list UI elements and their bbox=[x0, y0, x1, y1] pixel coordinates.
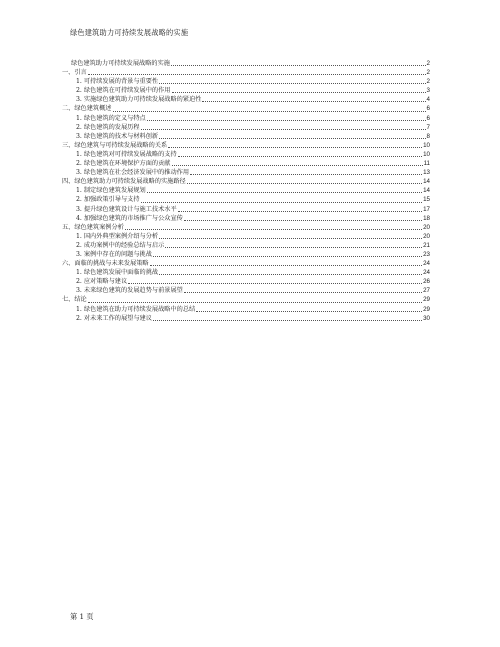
toc-dot-leader bbox=[184, 220, 422, 221]
toc-entry-text: 1. 国内外典型案例介绍与分析 bbox=[76, 232, 159, 240]
toc-entry-text: 4. 加强绿色建筑的市场推广与公众宣传 bbox=[76, 214, 183, 222]
toc-entry-text: 1. 绿色建筑对可持续发展战略的支持 bbox=[76, 150, 177, 158]
toc-entry[interactable] bbox=[62, 250, 430, 259]
toc-entry-page-number: 29 bbox=[423, 296, 430, 304]
toc-entry-text: 3. 案例中存在的问题与挑战 bbox=[76, 250, 152, 258]
page-footer-number: 第 1 页 bbox=[70, 612, 94, 621]
toc-dot-leader bbox=[113, 111, 426, 112]
toc-entry-text: 三、绿色建筑与可持续发展战略的关系 bbox=[62, 141, 168, 149]
toc-entry-text: 绿色建筑助力可持续发展战略的实施 bbox=[71, 60, 170, 67]
toc-entry-text: 2. 加强政策引导与支持 bbox=[76, 196, 140, 204]
toc-entry[interactable] bbox=[62, 141, 430, 150]
page-header-title: 绿色建筑助力可持续发展战略的实施 bbox=[70, 28, 189, 37]
toc-entry[interactable] bbox=[62, 241, 430, 250]
toc-dot-leader bbox=[187, 183, 422, 184]
toc-entry-page-number: 7 bbox=[426, 123, 430, 131]
toc-entry[interactable] bbox=[62, 150, 430, 159]
toc-entry-text: 一、引言 bbox=[62, 69, 87, 77]
toc-entry[interactable] bbox=[62, 223, 430, 232]
toc-entry[interactable] bbox=[62, 59, 430, 68]
toc-entry-text: 1. 绿色建筑在助力可持续发展战略中的总结 bbox=[76, 305, 196, 313]
toc-dot-leader bbox=[171, 65, 426, 66]
toc-entry[interactable] bbox=[62, 86, 430, 95]
toc-entry-text: 1. 绿色建筑的定义与特点 bbox=[76, 114, 146, 122]
toc-entry-text: 2. 绿色建筑的发展历程 bbox=[76, 123, 140, 131]
toc-entry-page-number: 29 bbox=[423, 305, 430, 313]
toc-entry-page-number: 20 bbox=[423, 223, 430, 231]
toc-entry-page-number: 3 bbox=[426, 87, 430, 95]
toc-dot-leader bbox=[190, 174, 422, 175]
toc-entry-text: 3. 绿色建筑的技术与材料创新 bbox=[76, 132, 159, 140]
toc-entry[interactable] bbox=[62, 186, 430, 195]
toc-entry[interactable] bbox=[62, 68, 430, 77]
toc-dot-leader bbox=[159, 83, 425, 84]
toc-entry-text: 五、绿色建筑案例分析 bbox=[62, 223, 124, 231]
toc-entry[interactable] bbox=[62, 195, 430, 204]
toc-dot-leader bbox=[141, 202, 423, 203]
toc-entry-text: 六、面临的挑战与未来发展策略 bbox=[62, 260, 149, 268]
toc-entry-page-number: 24 bbox=[423, 269, 430, 277]
toc-entry-page-number: 8 bbox=[426, 132, 430, 140]
toc-entry-page-number: 21 bbox=[423, 241, 430, 249]
toc-entry-page-number: 14 bbox=[423, 187, 430, 195]
toc-entry-page-number: 2 bbox=[426, 78, 430, 86]
toc-entry[interactable] bbox=[62, 305, 430, 314]
toc-dot-leader bbox=[153, 320, 422, 321]
toc-dot-leader bbox=[88, 302, 422, 303]
toc-entry[interactable] bbox=[62, 286, 430, 295]
table-of-contents bbox=[62, 59, 430, 323]
toc-entry-page-number: 24 bbox=[423, 260, 430, 268]
toc-dot-leader bbox=[184, 292, 422, 293]
toc-entry[interactable] bbox=[62, 259, 430, 268]
toc-entry-text: 2. 应对策略与建议 bbox=[76, 278, 128, 286]
toc-entry[interactable] bbox=[62, 232, 430, 241]
toc-entry-page-number: 23 bbox=[423, 250, 430, 258]
toc-entry-text: 3. 实施绿色建筑助力可持续发展战略的紧迫性 bbox=[76, 96, 202, 104]
toc-entry-page-number: 10 bbox=[423, 141, 430, 149]
toc-entry[interactable] bbox=[62, 268, 430, 277]
toc-dot-leader bbox=[165, 247, 422, 248]
toc-entry-page-number: 15 bbox=[423, 196, 430, 204]
toc-entry-page-number: 14 bbox=[423, 178, 430, 186]
toc-entry-page-number: 20 bbox=[423, 232, 430, 240]
toc-entry-page-number: 4 bbox=[426, 96, 430, 104]
toc-entry-page-number: 27 bbox=[423, 287, 430, 295]
toc-dot-leader bbox=[172, 92, 426, 93]
toc-entry-page-number: 30 bbox=[423, 314, 430, 322]
toc-entry[interactable] bbox=[62, 277, 430, 286]
toc-dot-leader bbox=[147, 192, 422, 193]
toc-entry-text: 2. 绿色建筑在可持续发展中的作用 bbox=[76, 87, 171, 95]
toc-entry[interactable] bbox=[62, 104, 430, 113]
toc-entry-page-number: 6 bbox=[426, 114, 430, 122]
toc-entry-page-number: 2 bbox=[426, 60, 430, 67]
toc-dot-leader bbox=[196, 311, 422, 312]
toc-entry[interactable] bbox=[62, 95, 430, 104]
toc-dot-leader bbox=[147, 120, 426, 121]
toc-entry-text: 二、绿色建筑概述 bbox=[62, 105, 112, 113]
toc-dot-leader bbox=[141, 129, 426, 130]
toc-entry-page-number: 17 bbox=[423, 205, 430, 213]
toc-entry[interactable] bbox=[62, 314, 430, 323]
toc-entry-text: 3. 绿色建筑在社会经济发展中的推动作用 bbox=[76, 169, 190, 177]
toc-dot-leader bbox=[178, 156, 422, 157]
toc-entry-text: 2. 对未来工作的展望与建议 bbox=[76, 314, 152, 322]
toc-entry-page-number: 6 bbox=[426, 105, 430, 113]
toc-dot-leader bbox=[178, 211, 422, 212]
toc-entry-page-number: 11 bbox=[423, 160, 430, 168]
toc-entry[interactable] bbox=[62, 77, 430, 86]
toc-entry-text: 2. 成功案例中的经验总结与启示 bbox=[76, 241, 165, 249]
toc-entry[interactable] bbox=[62, 123, 430, 132]
toc-entry-page-number: 13 bbox=[423, 169, 430, 177]
toc-entry-text: 四、绿色建筑助力可持续发展战略的实施路径 bbox=[62, 178, 186, 186]
toc-dot-leader bbox=[153, 256, 422, 257]
toc-entry-text: 3. 未来绿色建筑的发展趋势与前景展望 bbox=[76, 287, 183, 295]
toc-dot-leader bbox=[125, 229, 422, 230]
toc-dot-leader bbox=[168, 147, 422, 148]
toc-entry[interactable] bbox=[62, 132, 430, 141]
toc-dot-leader bbox=[202, 101, 425, 102]
toc-entry-text: 1. 绿色建筑发展中面临的挑战 bbox=[76, 269, 159, 277]
toc-dot-leader bbox=[150, 265, 422, 266]
toc-dot-leader bbox=[159, 138, 425, 139]
toc-entry[interactable] bbox=[62, 159, 430, 168]
toc-dot-leader bbox=[128, 283, 422, 284]
toc-entry-text: 2. 绿色建筑在环境保护方面的贡献 bbox=[76, 160, 171, 168]
toc-entry[interactable] bbox=[62, 214, 430, 223]
toc-entry[interactable] bbox=[62, 205, 430, 214]
toc-entry[interactable] bbox=[62, 168, 430, 177]
toc-dot-leader bbox=[159, 274, 422, 275]
toc-entry-page-number: 18 bbox=[423, 214, 430, 222]
toc-entry-page-number: 10 bbox=[423, 150, 430, 158]
toc-dot-leader bbox=[88, 74, 426, 75]
toc-entry-text: 3. 提升绿色建筑设计与施工技术水平 bbox=[76, 205, 177, 213]
toc-entry-text: 1. 可持续发展的背景与重要性 bbox=[76, 78, 159, 86]
toc-entry-page-number: 26 bbox=[423, 278, 430, 286]
toc-entry[interactable] bbox=[62, 114, 430, 123]
toc-dot-leader bbox=[159, 238, 422, 239]
toc-dot-leader bbox=[172, 165, 423, 166]
toc-entry[interactable] bbox=[62, 177, 430, 186]
toc-entry-text: 七、结论 bbox=[62, 296, 87, 304]
toc-entry[interactable] bbox=[62, 295, 430, 304]
toc-entry-page-number: 2 bbox=[426, 69, 430, 77]
toc-entry-text: 1. 制定绿色建筑发展规划 bbox=[76, 187, 146, 195]
